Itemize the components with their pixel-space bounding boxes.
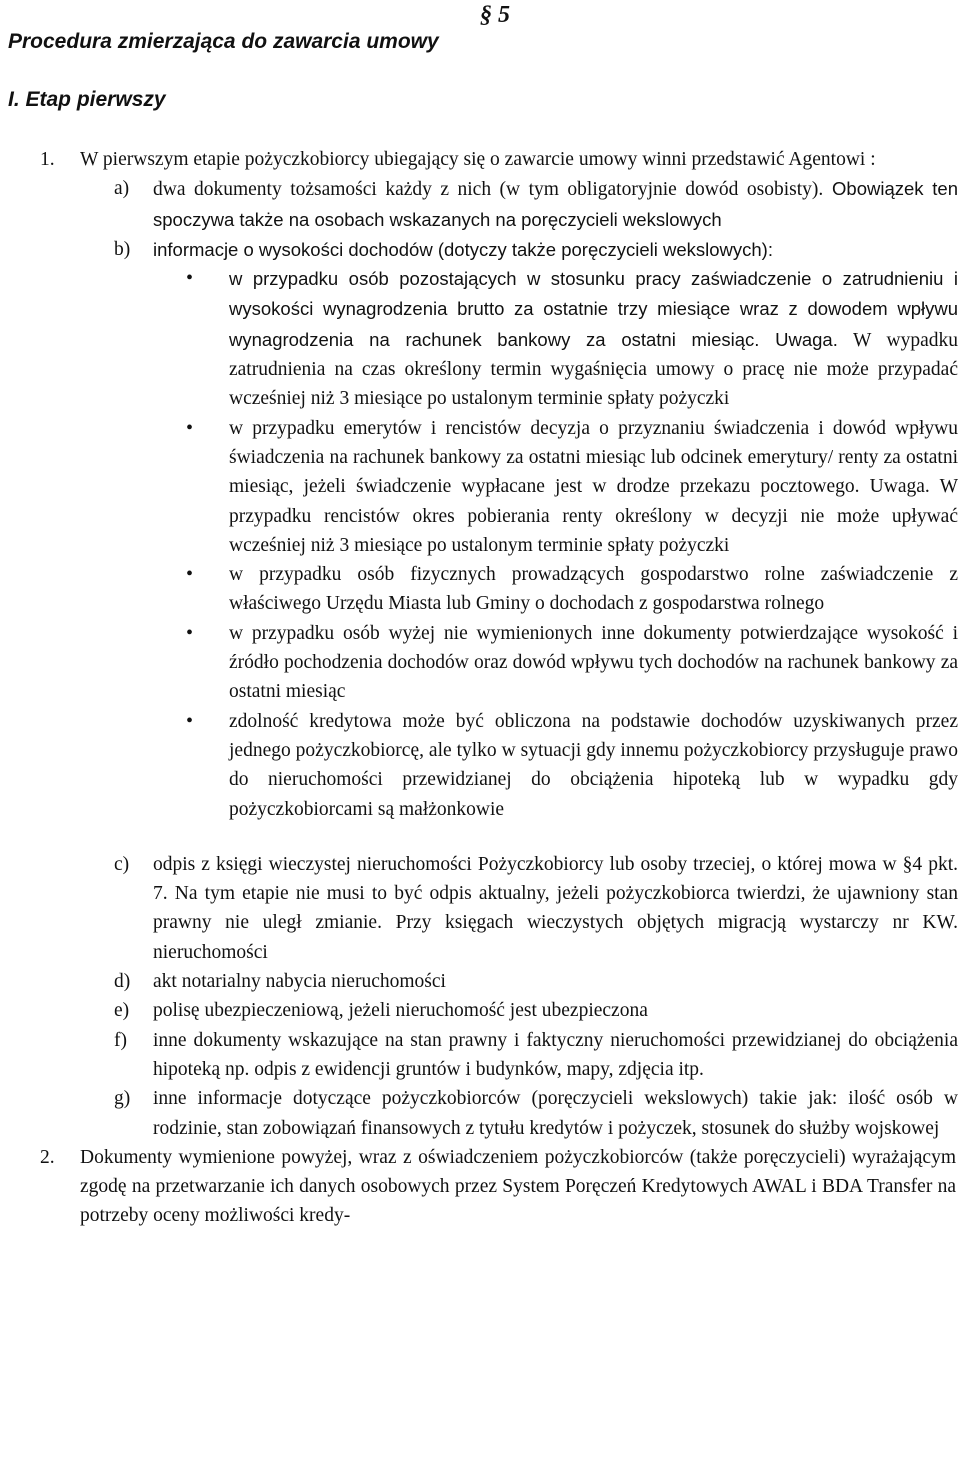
bullet-employees-text [229,264,958,413]
document-body [0,145,960,1231]
point-2 [0,1143,960,1231]
bullet-creditworthiness [0,707,960,824]
spacer [0,824,960,850]
point-2-text: Dokumenty wymienione powyżej, wraz z oświadczeniem pożyczkobiorców (także poręczycieli) wyrażającym zgodę na przetwarzanie ich danych osobowych przez System Poręczeń Kredytowych AWAL i BDA Transfer na potrzeby oceny możliwości kredy- [80,1146,956,1227]
bullet-farmers-text: w przypadku osób fizycznych prowadzących gospodarstwo rolne zaświadczenie z właściwego Urzędu Miasta lub Gminy o dochodach z gospodarstwa rolnego [229,564,958,615]
bullet-employees-text-part1: w przypadku osób pozostających w stosunku pracy zaświadczenie o zatrudnieniu i wysokości wynagrodzenia brutto za ostatnie trzy miesiące wraz z dowodem wpływu wynagrodzenia na rachunek bankowy za ostatni miesiąc. Uwaga. [229,268,958,350]
item-e-marker: e) [114,1000,130,1022]
item-b [0,235,960,264]
point-1-marker: 1. [40,149,55,170]
item-a [0,174,960,235]
item-f-text: inne dokumenty wskazujące na stan prawny i faktyczny nieruchomości przewidzianej do obciążenia hipoteką np. odpis z ewidencji gruntów i budynków, mapy, zdjęcia itp. [153,1029,958,1080]
item-d-text: akt notarialny nabycia nieruchomości [153,971,446,993]
stage-heading: I. Etap pierwszy [8,88,166,111]
bullet-pensioners-text: w przypadku emerytów i rencistów decyzja o przyznaniu świadczenia i dowód wpływu świadczenia na rachunek bankowy za ostatni miesiąc lub odcinek emerytury/ renty za ostatni miesiąc, jeżeli świadczenie wypłacane jest w drodze przekazu pocztowego. Uwaga. W przypadku rencistów okres pobierania renty określony w decyzji nie może upływać wcześniej niż 3 miesiące po ustalonym terminie spłaty pożyczki [229,417,958,556]
item-g-text: inne informacje dotyczące pożyczkobiorców (poręczycieli wekslowych) takie jak: ilość osób w rodzinie, stan zobowiązań finansowych z tytułu kredytów i pożyczek, stosunek do służby wojskowej [153,1088,958,1139]
bullet-creditworthiness-text: zdolność kredytowa może być obliczona na podstawie dochodów uzyskiwanych przez jednego pożyczkobiorcę, ale tylko w sytuacji gdy innemu pożyczkobiorcy przysługuje prawo do nieruchomości przewidzianej do obciążenia hipoteką lub w wypadku gdy pożyczkobiorcami są małżonkowie [229,710,958,820]
item-b-marker: b) [114,238,131,260]
item-a-marker: a) [114,178,130,200]
bullet-others [0,619,960,707]
item-e-text: polisę ubezpieczeniową, jeżeli nieruchomość jest ubezpieczona [153,1000,648,1022]
item-a-text [153,174,958,235]
bullet-others-text: w przypadku osób wyżej nie wymienionych inne dokumenty potwierdzające wysokość i źródło pochodzenia dochodów oraz dowód wpływu tych dochodów na rachunek bankowy za ostatni miesiąc [229,622,958,703]
point-2-marker: 2. [40,1146,55,1168]
bullet-marker: • [186,267,194,290]
bullet-marker: • [186,621,194,644]
item-c-text: odpis z księgi wieczystej nieruchomości Pożyczkobiorcy lub osoby trzeciej, o której mowa w §4 pkt. 7. Na tym etapie nie musi to być odpis aktualny, jeżeli pożyczkobiorca twierdzi, że ujawniony stan prawny nie uległ zmianie. Przy księgach wieczystych objętych migracją wystarczy nr KW. nieruchomości [153,853,958,963]
bullet-employees [0,264,960,413]
document-title: Procedura zmierzająca do zawarcia umowy [8,30,439,53]
item-d-marker: d) [114,971,131,993]
section-number: § 5 [480,2,510,28]
item-d [0,967,960,996]
point-1-text: W pierwszym etapie pożyczkobiorcy ubiegający się o zawarcie umowy winni przedstawić Agentowi : [80,149,876,170]
item-e [0,996,960,1025]
item-c [0,850,960,967]
item-a-text-part1: dwa dokumenty tożsamości każdy z nich (w tym obligatoryjnie dowód osobisty). [153,179,824,201]
item-g [0,1084,960,1143]
bullet-marker: • [186,709,194,732]
bullet-marker: • [186,416,194,439]
item-a-text-part2: Obowiązek ten spoczywa także na osobach wskazanych na poręczycieli wekslowych [153,178,958,230]
item-g-marker: g) [114,1088,131,1110]
point-1 [0,145,960,174]
bullet-employees-text-part2: W wypadku zatrudnienia na czas określony termin wygaśnięcia umowy o pracę nie może przypadać wcześniej niż 3 miesiące po ustalonym terminie spłaty pożyczki [229,329,958,410]
item-b-text: informacje o wysokości dochodów (dotyczy także poręczycieli wekslowych): [153,238,773,260]
item-c-marker: c) [114,853,130,875]
bullet-pensioners [0,414,960,560]
item-f [0,1026,960,1085]
bullet-farmers [0,560,960,619]
bullet-marker: • [186,563,194,586]
item-f-marker: f) [114,1029,127,1051]
